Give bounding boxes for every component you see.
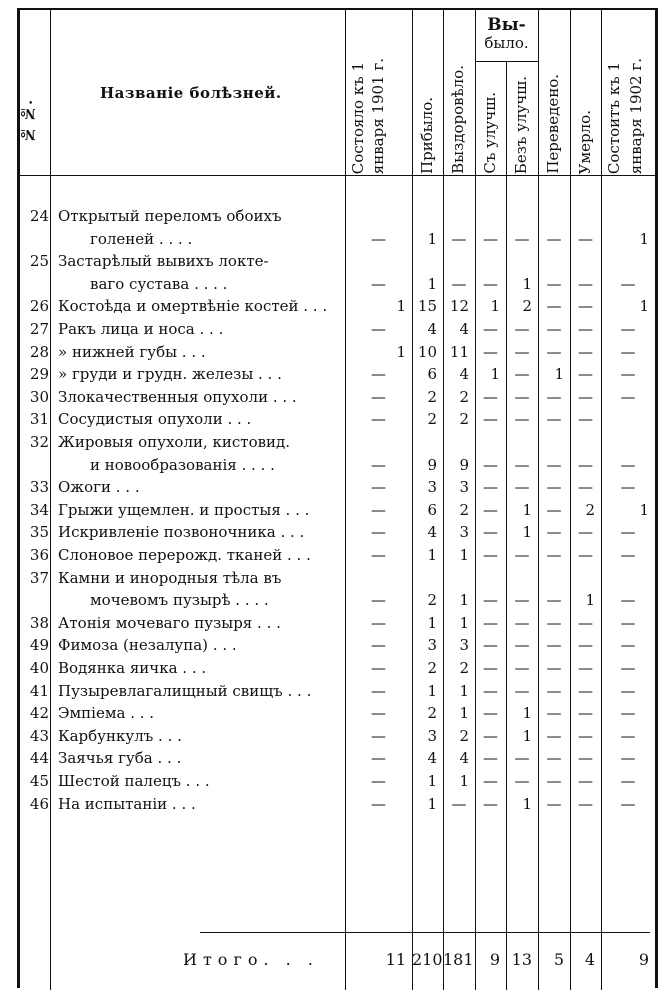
- row-cell-6: —: [578, 636, 593, 655]
- row-cell-4: —: [514, 365, 530, 384]
- row-cell-6: —: [578, 546, 593, 564]
- row-number: 37: [29, 568, 49, 587]
- header-transferred: [541, 12, 567, 174]
- row-cell-2: —: [451, 274, 467, 293]
- disease-name: Карбункулъ . . .: [58, 726, 182, 745]
- row-cell-0: —: [371, 591, 386, 610]
- row-cell-2: 3: [459, 478, 469, 497]
- discharged-label-bottom: было.: [484, 34, 529, 52]
- row-cell-4: 1: [522, 794, 532, 813]
- table-row: [0, 749, 666, 771]
- row-cell-6: —: [578, 320, 593, 338]
- row-cell-4: —: [514, 229, 530, 248]
- row-cell-6: 1: [585, 591, 595, 610]
- row-cell-5: —: [546, 591, 562, 610]
- row-cell-5: —: [546, 613, 562, 632]
- row-number: 30: [29, 387, 49, 406]
- row-cell-2: 1: [459, 591, 469, 610]
- row-cell-5: —: [546, 659, 562, 677]
- row-cell-4: —: [514, 546, 530, 564]
- row-cell-4: —: [514, 387, 530, 406]
- row-cell-5: 1: [554, 365, 564, 384]
- row-cell-5: —: [546, 794, 562, 813]
- total-cell-1: 210: [412, 950, 443, 969]
- row-cell-3: —: [483, 387, 498, 406]
- disease-name: » груди и грудн. железы . . .: [58, 365, 282, 384]
- table-row: [0, 501, 666, 523]
- row-cell-3: 1: [490, 365, 500, 384]
- disease-name: Пузыревлагалищный свищъ . . .: [58, 681, 312, 700]
- header-improved: [478, 64, 504, 174]
- row-cell-1: 1: [427, 772, 437, 790]
- row-cell-0: —: [371, 320, 386, 338]
- row-cell-7: —: [620, 320, 636, 338]
- table-row: [0, 388, 666, 410]
- row-cell-4: —: [514, 410, 530, 429]
- row-cell-7: 1: [639, 297, 649, 316]
- row-cell-7: —: [620, 478, 636, 497]
- row-cell-0: —: [371, 726, 386, 745]
- row-cell-0: —: [371, 681, 386, 700]
- row-cell-4: —: [514, 659, 530, 677]
- disease-name-continuation: ваго сустава . . . .: [90, 274, 228, 293]
- total-cell-7: 9: [638, 950, 649, 969]
- row-number: 25: [29, 252, 49, 271]
- table-row: [0, 478, 666, 500]
- row-cell-4: —: [514, 320, 530, 338]
- row-cell-7: 1: [639, 500, 649, 519]
- vybylo-underline: [475, 61, 538, 62]
- disease-name-continuation: голеней . . . .: [90, 229, 193, 248]
- row-number: 38: [29, 613, 49, 632]
- row-cell-2: —: [451, 794, 467, 813]
- row-cell-3: —: [483, 546, 498, 564]
- row-number: 26: [29, 297, 49, 316]
- disease-name: Атонія мочеваго пузыря . . .: [58, 613, 281, 632]
- row-cell-6: —: [578, 704, 593, 723]
- row-cell-0: —: [371, 365, 386, 384]
- row-cell-5: —: [546, 342, 562, 361]
- row-cell-5: —: [546, 546, 562, 564]
- row-cell-5: —: [546, 297, 562, 316]
- row-cell-6: 2: [585, 500, 595, 519]
- row-number: 35: [29, 523, 49, 542]
- row-cell-7: —: [620, 591, 636, 610]
- row-cell-2: 12: [449, 297, 469, 316]
- header-improved-label: Съ улучш.: [481, 92, 499, 174]
- row-cell-0: —: [371, 500, 386, 519]
- row-cell-2: 1: [459, 613, 469, 632]
- row-cell-0: —: [371, 749, 386, 768]
- row-cell-3: —: [483, 410, 498, 429]
- row-cell-3: —: [483, 704, 498, 723]
- discharged-group-header: [475, 16, 538, 52]
- row-cell-2: 2: [459, 500, 469, 519]
- row-cell-6: —: [578, 229, 593, 248]
- header-died-label: Умерло.: [576, 109, 594, 174]
- row-cell-1: 1: [427, 229, 437, 248]
- row-cell-5: —: [546, 320, 562, 338]
- row-cell-3: —: [483, 772, 498, 790]
- row-cell-3: —: [483, 500, 498, 519]
- header-end-line2: января 1902 г.: [627, 57, 645, 174]
- row-cell-0: —: [371, 546, 386, 564]
- row-cell-1: 4: [427, 320, 437, 338]
- row-cell-2: 4: [459, 320, 469, 338]
- row-cell-0: —: [371, 410, 386, 429]
- table-row: [0, 320, 666, 342]
- row-cell-4: —: [514, 772, 530, 790]
- row-cell-3: —: [483, 726, 498, 745]
- row-number: 43: [29, 726, 49, 745]
- header-not-improved: [509, 64, 535, 174]
- row-cell-0: —: [371, 523, 386, 542]
- row-cell-1: 1: [427, 274, 437, 293]
- row-number: 34: [29, 500, 49, 519]
- row-cell-5: —: [546, 229, 562, 248]
- row-cell-1: 3: [427, 726, 437, 745]
- header-transferred-label: Переведено.: [544, 74, 562, 174]
- row-number: 42: [29, 704, 49, 723]
- row-cell-7: —: [620, 749, 636, 768]
- total-cell-2: 181: [443, 950, 474, 969]
- row-cell-7: —: [620, 636, 636, 655]
- row-number: 36: [29, 546, 49, 564]
- row-number: 33: [29, 478, 49, 497]
- disease-name: Застарѣлый вывихъ локте-: [58, 252, 269, 271]
- row-cell-6: —: [578, 387, 593, 406]
- row-cell-0: —: [371, 636, 386, 655]
- row-cell-0: —: [371, 229, 386, 248]
- row-cell-2: 3: [459, 636, 469, 655]
- row-cell-3: —: [483, 523, 498, 542]
- header-died: [573, 12, 599, 174]
- row-cell-4: —: [514, 342, 530, 361]
- table-row: [0, 682, 666, 704]
- row-cell-4: 1: [522, 704, 532, 723]
- row-cell-3: —: [483, 478, 498, 497]
- table-row: [0, 297, 666, 319]
- disease-name: Водянка яичка . . .: [58, 659, 207, 677]
- header-recovered: [446, 12, 472, 174]
- disease-name-continuation: и новообразованія . . . .: [90, 455, 275, 474]
- row-cell-0: —: [371, 478, 386, 497]
- row-cell-7: —: [620, 772, 636, 790]
- row-cell-4: —: [514, 636, 530, 655]
- row-cell-6: —: [578, 523, 593, 542]
- row-cell-5: —: [546, 478, 562, 497]
- row-cell-6: —: [578, 365, 593, 384]
- row-cell-0: —: [371, 455, 386, 474]
- row-cell-1: 9: [427, 455, 437, 474]
- row-number: 46: [29, 794, 49, 813]
- row-cell-2: 2: [459, 387, 469, 406]
- row-cell-7: —: [620, 546, 636, 564]
- row-cell-4: 1: [522, 523, 532, 542]
- row-cell-6: —: [578, 726, 593, 745]
- header-bottom-border: [18, 175, 658, 176]
- row-cell-0: —: [371, 704, 386, 723]
- header-arrived-label: Прибыло.: [418, 97, 436, 174]
- row-cell-4: 2: [522, 297, 532, 316]
- row-cell-7: —: [620, 523, 636, 542]
- header-not-improved-label: Безъ улучш.: [512, 75, 530, 174]
- row-cell-4: —: [514, 455, 530, 474]
- row-cell-3: —: [483, 455, 498, 474]
- table-row: [0, 343, 666, 365]
- row-cell-7: —: [620, 681, 636, 700]
- row-cell-6: —: [578, 659, 593, 677]
- header-start-line2: января 1901 г.: [369, 57, 387, 174]
- row-number: 27: [29, 320, 49, 338]
- row-cell-7: —: [620, 726, 636, 745]
- row-cell-5: —: [546, 500, 562, 519]
- row-cell-2: —: [451, 229, 467, 248]
- row-cell-1: 15: [417, 297, 437, 316]
- disease-name: Камни и инородныя тѣла въ: [58, 568, 282, 587]
- row-cell-4: —: [514, 613, 530, 632]
- row-cell-3: —: [483, 749, 498, 768]
- disease-name: Ракъ лица и носа . . .: [58, 320, 224, 338]
- row-cell-4: 1: [522, 500, 532, 519]
- table-row: [0, 772, 666, 794]
- row-cell-1: 1: [427, 613, 437, 632]
- row-cell-1: 3: [427, 636, 437, 655]
- row-cell-6: —: [578, 274, 593, 293]
- row-cell-2: 4: [459, 365, 469, 384]
- row-number: 24: [29, 207, 49, 225]
- row-cell-7: —: [620, 274, 636, 293]
- row-cell-2: 9: [459, 455, 469, 474]
- table-row: [0, 207, 666, 248]
- row-cell-5: —: [546, 523, 562, 542]
- header-start-line1: Состояло къ 1: [349, 61, 367, 174]
- row-cell-4: —: [514, 478, 530, 497]
- row-cell-1: 2: [427, 704, 437, 723]
- row-cell-1: 6: [427, 500, 437, 519]
- row-cell-5: —: [546, 681, 562, 700]
- table-row: [0, 410, 666, 432]
- row-cell-3: —: [483, 659, 498, 677]
- row-number: 41: [29, 681, 49, 700]
- row-cell-7: —: [620, 659, 636, 677]
- table-row: [0, 659, 666, 681]
- row-cell-0: —: [371, 274, 386, 293]
- row-cell-3: —: [483, 342, 498, 361]
- row-cell-3: 1: [490, 297, 500, 316]
- row-cell-7: —: [620, 365, 636, 384]
- row-cell-2: 1: [459, 772, 469, 790]
- row-cell-4: 1: [522, 274, 532, 293]
- disease-name: Костоѣда и омертвѣніе костей . . .: [58, 297, 328, 316]
- table-row: [0, 568, 666, 610]
- row-cell-3: —: [483, 591, 498, 610]
- row-cell-6: —: [578, 613, 593, 632]
- table-row: [0, 636, 666, 658]
- row-cell-7: —: [620, 704, 636, 723]
- row-cell-5: —: [546, 387, 562, 406]
- disease-name: Злокачественныя опухоли . . .: [58, 387, 297, 406]
- table-row: [0, 704, 666, 726]
- row-cell-3: —: [483, 229, 498, 248]
- row-cell-1: 1: [427, 681, 437, 700]
- row-cell-6: —: [578, 794, 593, 813]
- row-cell-0: 1: [396, 297, 406, 316]
- row-cell-6: —: [578, 455, 593, 474]
- row-cell-2: 11: [449, 342, 469, 361]
- total-cell-6: 4: [584, 950, 595, 969]
- row-cell-5: —: [546, 726, 562, 745]
- row-number: 29: [29, 365, 49, 384]
- row-cell-7: —: [620, 613, 636, 632]
- row-cell-0: —: [371, 772, 386, 790]
- disease-name: Эмпіема . . .: [58, 704, 155, 723]
- total-cell-4: 13: [511, 950, 532, 969]
- table-row: [0, 795, 666, 817]
- row-cell-6: —: [578, 749, 593, 768]
- row-cell-6: —: [578, 297, 593, 316]
- table-row: [0, 546, 666, 568]
- row-cell-7: —: [620, 794, 636, 813]
- row-cell-2: 2: [459, 659, 469, 677]
- disease-name: Ожоги . . .: [58, 478, 140, 497]
- row-cell-6: —: [578, 681, 593, 700]
- total-cell-0: 11: [385, 950, 406, 969]
- row-cell-6: —: [578, 342, 593, 361]
- table-row: [0, 433, 666, 474]
- disease-name: Искривленіе позвоночника . . .: [58, 523, 305, 542]
- total-cell-3: 9: [489, 950, 500, 969]
- disease-name: Жировыя опухоли, кистовид.: [58, 433, 291, 451]
- totals-label: Итого. . .: [183, 950, 319, 969]
- header-start-1901: [348, 12, 410, 174]
- row-cell-1: 2: [427, 591, 437, 610]
- row-cell-1: 2: [427, 387, 437, 406]
- row-cell-3: —: [483, 320, 498, 338]
- row-cell-0: —: [371, 794, 386, 813]
- row-cell-3: —: [483, 681, 498, 700]
- row-cell-1: 1: [427, 794, 437, 813]
- header-recovered-label: Выздоровѣло.: [449, 65, 467, 174]
- row-cell-0: 1: [396, 342, 406, 361]
- row-cell-3: —: [483, 613, 498, 632]
- disease-name: Фимоза (незалупа) . . .: [58, 636, 237, 655]
- row-cell-2: 1: [459, 546, 469, 564]
- row-cell-2: 4: [459, 749, 469, 768]
- row-cell-1: 3: [427, 478, 437, 497]
- discharged-label-top: Вы-: [487, 15, 526, 35]
- disease-name: На испытаніи . . .: [58, 794, 196, 813]
- disease-name-continuation: мочевомъ пузырѣ . . . .: [90, 591, 269, 610]
- row-cell-1: 1: [427, 546, 437, 564]
- disease-name: Открытый переломъ обоихъ: [58, 207, 282, 225]
- row-number: 40: [29, 659, 49, 677]
- row-cell-1: 10: [417, 342, 437, 361]
- row-cell-5: —: [546, 772, 562, 790]
- row-cell-3: —: [483, 274, 498, 293]
- row-cell-5: —: [546, 636, 562, 655]
- top-border: [18, 8, 658, 10]
- row-cell-1: 2: [427, 659, 437, 677]
- row-cell-6: —: [578, 772, 593, 790]
- row-cell-1: 4: [427, 749, 437, 768]
- disease-name: Шестой палецъ . . .: [58, 772, 210, 790]
- disease-name: Грыжи ущемлен. и простыя . . .: [58, 500, 310, 519]
- header-end-line1: Состоитъ къ 1: [605, 61, 623, 174]
- disease-name: Слоновое перерожд. тканей . . .: [58, 546, 311, 564]
- row-number: 31: [29, 410, 49, 429]
- row-cell-2: 2: [459, 410, 469, 429]
- row-cell-7: —: [620, 387, 636, 406]
- disease-name: Заячья губа . . .: [58, 749, 182, 768]
- number-column-header: № №.: [20, 100, 36, 142]
- row-number: 32: [29, 433, 49, 451]
- disease-name: Сосудистыя опухоли . . .: [58, 410, 252, 429]
- totals-separator: [200, 932, 650, 933]
- table-row: [0, 727, 666, 749]
- row-cell-2: 1: [459, 681, 469, 700]
- row-cell-5: —: [546, 455, 562, 474]
- row-cell-2: 1: [459, 704, 469, 723]
- disease-name: » нижней губы . . .: [58, 342, 206, 361]
- row-cell-5: —: [546, 704, 562, 723]
- row-cell-5: —: [546, 274, 562, 293]
- row-cell-4: 1: [522, 726, 532, 745]
- row-cell-1: 4: [427, 523, 437, 542]
- row-cell-2: 3: [459, 523, 469, 542]
- total-cell-5: 5: [553, 950, 564, 969]
- row-number: 44: [29, 749, 49, 768]
- row-number: 28: [29, 342, 49, 361]
- row-cell-0: —: [371, 387, 386, 406]
- row-cell-1: 2: [427, 410, 437, 429]
- row-cell-7: —: [620, 342, 636, 361]
- row-cell-5: —: [546, 749, 562, 768]
- header-arrived: [415, 12, 441, 174]
- table-row: [0, 365, 666, 387]
- row-cell-0: —: [371, 613, 386, 632]
- row-cell-1: 6: [427, 365, 437, 384]
- table-row: [0, 523, 666, 545]
- row-cell-0: —: [371, 659, 386, 677]
- row-cell-4: —: [514, 749, 530, 768]
- row-cell-3: —: [483, 636, 498, 655]
- row-cell-7: —: [620, 455, 636, 474]
- row-cell-6: —: [578, 478, 593, 497]
- row-number: 49: [29, 636, 49, 655]
- row-cell-2: 2: [459, 726, 469, 745]
- row-cell-6: —: [578, 410, 593, 429]
- row-cell-4: —: [514, 681, 530, 700]
- header-end-1902: [604, 12, 654, 174]
- row-cell-5: —: [546, 410, 562, 429]
- row-cell-3: —: [483, 794, 498, 813]
- table-row: [0, 252, 666, 293]
- row-number: 45: [29, 772, 49, 790]
- disease-name-column-header: Названіе болѣзней.: [100, 84, 282, 102]
- table-row: [0, 614, 666, 636]
- row-cell-4: —: [514, 591, 530, 610]
- row-cell-7: 1: [639, 229, 649, 248]
